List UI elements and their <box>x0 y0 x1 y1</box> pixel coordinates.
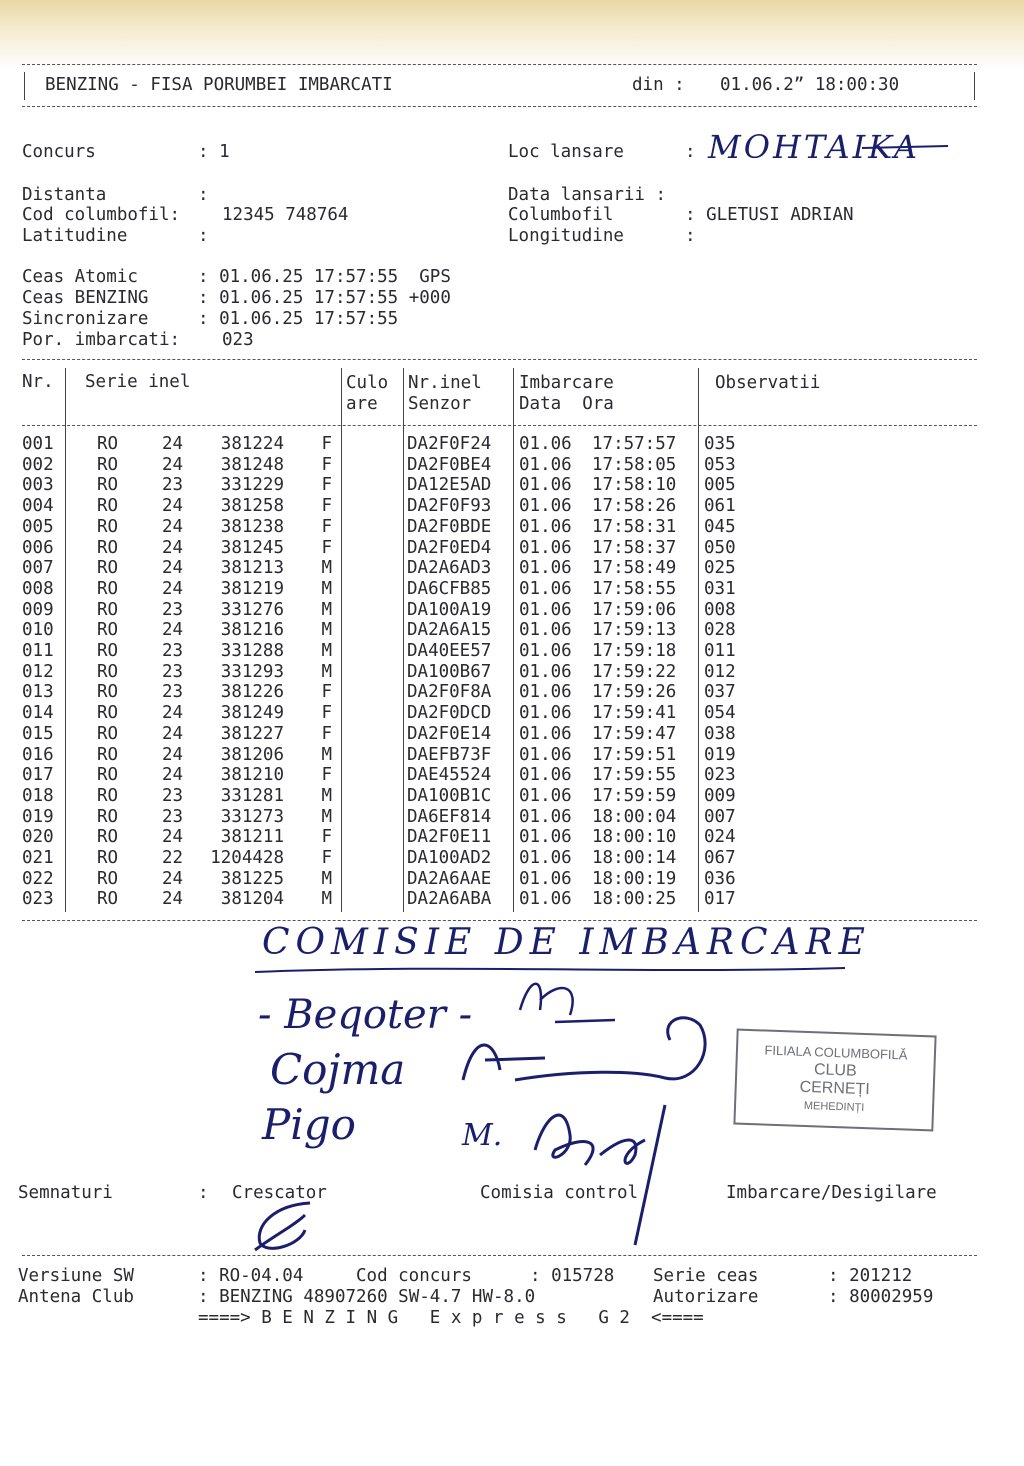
handwritten-line-1: - Beqoter - <box>258 992 473 1038</box>
cell-ring-number: 381248 <box>220 454 284 475</box>
cell-ring-number: 381225 <box>220 868 284 889</box>
loc-lansare-colon: : <box>685 142 696 162</box>
cell-sensor: DA2F0E11 <box>407 827 492 848</box>
col-culoare-header-1: Culo <box>346 373 389 393</box>
data-lansarii-label: Data lansarii : <box>508 185 667 205</box>
cell-nr: 007 <box>22 558 54 579</box>
cell-nr: 020 <box>22 827 54 848</box>
cell-sex: M <box>321 889 332 910</box>
cell-country: RO <box>97 496 119 517</box>
cell-observatii: 007 <box>704 806 736 827</box>
cell-observatii: 067 <box>704 848 736 868</box>
header-left-border <box>24 72 25 100</box>
cell-country: RO <box>97 620 119 641</box>
signature-scribble-2 <box>455 1010 725 1100</box>
cell-sex: F <box>321 454 332 475</box>
cell-country: RO <box>97 641 119 661</box>
cell-year: 23 <box>162 682 184 703</box>
cell-ring-number: 381206 <box>220 744 284 765</box>
cell-time: 17:59:13 <box>592 620 677 641</box>
cell-date: 01.06 <box>519 641 572 661</box>
cell-country: RO <box>97 475 119 496</box>
cell-year: 23 <box>162 785 184 806</box>
cell-nr: 018 <box>22 785 54 806</box>
cell-date: 01.06 <box>519 806 572 827</box>
cell-date: 01.06 <box>519 620 572 641</box>
cell-time: 17:58:26 <box>592 496 677 517</box>
cell-sensor: DA2F0BE4 <box>407 454 492 475</box>
cell-sensor: DA6EF814 <box>407 806 492 827</box>
header-din-value: 01.06.2” 18:00:30 <box>720 75 900 95</box>
table-bottom-rule <box>22 920 977 921</box>
cell-observatii: 054 <box>704 703 736 724</box>
cell-observatii: 017 <box>704 889 736 910</box>
cell-sex: F <box>321 434 332 454</box>
cell-sex: F <box>321 682 332 703</box>
cell-year: 23 <box>162 661 184 682</box>
cell-country: RO <box>97 516 119 537</box>
semnatura-crescator: Crescator <box>232 1183 327 1203</box>
cell-ring-number: 381216 <box>220 620 284 641</box>
cell-sex: M <box>321 806 332 827</box>
cell-sex: F <box>321 703 332 724</box>
por-imbarcati-label: Por. imbarcati: <box>22 330 181 350</box>
header-top-border <box>22 64 977 65</box>
cell-time: 17:59:22 <box>592 661 677 682</box>
sincronizare-value: : 01.06.25 17:57:55 <box>198 309 399 329</box>
cell-sensor: DA100B1C <box>407 785 492 806</box>
ceas-atomic-value: : 01.06.25 17:57:55 GPS <box>198 267 451 287</box>
cell-country: RO <box>97 661 119 682</box>
autorizare-label: Autorizare <box>653 1287 759 1307</box>
cell-ring-number: 381210 <box>220 765 284 786</box>
stamp-line-1: FILIALA COLUMBOFILĂ <box>764 1042 908 1063</box>
cell-ring-number: 381249 <box>220 703 284 724</box>
cell-sensor: DA2A6AAE <box>407 868 492 889</box>
cell-observatii: 028 <box>704 620 736 641</box>
cell-observatii: 036 <box>704 868 736 889</box>
cell-nr: 005 <box>22 516 54 537</box>
cell-sensor: DA100AD2 <box>407 848 492 868</box>
benzing-express-banner: ====> B E N Z I N G E x p r e s s G 2 <==== <box>198 1308 704 1328</box>
cell-time: 18:00:10 <box>592 827 677 848</box>
cell-time: 17:59:51 <box>592 744 677 765</box>
cell-sex: M <box>321 558 332 579</box>
col-nrinel-header-1: Nr.inel <box>408 373 482 393</box>
cell-observatii: 061 <box>704 496 736 517</box>
cell-country: RO <box>97 868 119 889</box>
sincronizare-label: Sincronizare <box>22 309 149 329</box>
ceas-benzing-label: Ceas BENZING <box>22 288 149 308</box>
cell-date: 01.06 <box>519 785 572 806</box>
distanta-label: Distanta <box>22 185 107 205</box>
cell-country: RO <box>97 744 119 765</box>
concurs-value: : 1 <box>198 142 230 162</box>
cell-sensor: DA40EE57 <box>407 641 492 661</box>
distanta-value: : <box>198 185 209 205</box>
cell-sensor: DA2F0DCD <box>407 703 492 724</box>
cell-year: 24 <box>162 496 184 517</box>
cell-country: RO <box>97 537 119 558</box>
versiune-sw-label: Versiune SW <box>18 1266 134 1286</box>
cell-sex: F <box>321 827 332 848</box>
cell-year: 24 <box>162 516 184 537</box>
antena-club-label: Antena Club <box>18 1287 134 1307</box>
cell-ring-number: 381211 <box>220 827 284 848</box>
cell-observatii: 023 <box>704 765 736 786</box>
cell-sensor: DA2F0F24 <box>407 434 492 454</box>
handwritten-line-3b: M. <box>462 1118 503 1153</box>
cell-country: RO <box>97 806 119 827</box>
cell-nr: 004 <box>22 496 54 517</box>
cell-nr: 015 <box>22 723 54 744</box>
ceas-benzing-value: : 01.06.25 17:57:55 +000 <box>198 288 451 308</box>
cell-country: RO <box>97 599 119 620</box>
cell-nr: 006 <box>22 537 54 558</box>
stamp-line-4: MEHEDINȚI <box>803 1099 865 1115</box>
cell-country: RO <box>97 434 119 454</box>
cell-nr: 013 <box>22 682 54 703</box>
cell-time: 18:00:04 <box>592 806 677 827</box>
semnatura-imbarcare-desigilare: Imbarcare/Desigilare <box>726 1183 937 1203</box>
cell-time: 17:59:06 <box>592 599 677 620</box>
loc-lansare-handwritten: MOHTAIKA <box>708 128 920 166</box>
col-separator-serie <box>341 368 342 912</box>
cell-ring-number: 381227 <box>220 723 284 744</box>
cell-sex: M <box>321 620 332 641</box>
col-nrinel-header-2: Senzor <box>408 394 472 414</box>
cell-country: RO <box>97 848 119 868</box>
cell-date: 01.06 <box>519 765 572 786</box>
cell-sex: F <box>321 475 332 496</box>
cell-nr: 016 <box>22 744 54 765</box>
cod-columbofil-value: 12345 748764 <box>222 205 349 225</box>
cell-observatii: 025 <box>704 558 736 579</box>
col-separator-nr <box>65 368 66 912</box>
cell-year: 23 <box>162 475 184 496</box>
cell-observatii: 009 <box>704 785 736 806</box>
cell-nr: 019 <box>22 806 54 827</box>
cell-sex: M <box>321 868 332 889</box>
cell-date: 01.06 <box>519 827 572 848</box>
table-header-bottom-rule <box>22 425 977 426</box>
cell-date: 01.06 <box>519 889 572 910</box>
cell-sensor: DA2A6ABA <box>407 889 492 910</box>
cell-year: 24 <box>162 578 184 599</box>
cell-sensor: DAEFB73F <box>407 744 492 765</box>
cell-sensor: DA2A6AD3 <box>407 558 492 579</box>
cod-columbofil-label: Cod columbofil: <box>22 205 181 225</box>
cell-observatii: 045 <box>704 516 736 537</box>
cell-sensor: DA2F0E14 <box>407 723 492 744</box>
cell-country: RO <box>97 765 119 786</box>
cell-year: 24 <box>162 889 184 910</box>
cell-date: 01.06 <box>519 434 572 454</box>
cell-ring-number: 1204428 <box>210 848 284 868</box>
cell-year: 24 <box>162 558 184 579</box>
cell-observatii: 031 <box>704 578 736 599</box>
cell-sensor: DA2F0ED4 <box>407 537 492 558</box>
cell-time: 17:59:47 <box>592 723 677 744</box>
cell-date: 01.06 <box>519 537 572 558</box>
cell-year: 24 <box>162 703 184 724</box>
semnaturi-colon: : <box>198 1183 209 1203</box>
signature-scribble-3 <box>525 1095 685 1255</box>
cell-sex: M <box>321 785 332 806</box>
loc-lansare-underline-stroke <box>860 140 950 152</box>
cell-year: 24 <box>162 744 184 765</box>
cell-time: 17:58:49 <box>592 558 677 579</box>
cell-observatii: 005 <box>704 475 736 496</box>
cell-year: 23 <box>162 599 184 620</box>
cell-country: RO <box>97 723 119 744</box>
handwritten-line-2: Cojma <box>270 1045 406 1094</box>
cell-observatii: 019 <box>704 744 736 765</box>
cell-date: 01.06 <box>519 703 572 724</box>
cell-nr: 009 <box>22 599 54 620</box>
cell-date: 01.06 <box>519 558 572 579</box>
cell-ring-number: 331293 <box>220 661 284 682</box>
semnaturi-label: Semnaturi <box>18 1183 113 1203</box>
cell-nr: 014 <box>22 703 54 724</box>
cell-date: 01.06 <box>519 496 572 517</box>
handwritten-comisie-title: COMISIE DE IMBARCARE <box>262 922 871 963</box>
cod-concurs-label: Cod concurs <box>356 1266 472 1286</box>
cell-time: 18:00:14 <box>592 848 677 868</box>
col-serie-header: Serie inel <box>85 372 191 392</box>
header-title: BENZING - FISA PORUMBEI IMBARCATI <box>45 75 393 95</box>
cell-observatii: 038 <box>704 723 736 744</box>
cell-time: 17:58:37 <box>592 537 677 558</box>
cell-observatii: 011 <box>704 641 736 661</box>
columbofil-value: : GLETUSI ADRIAN <box>685 205 854 225</box>
cell-country: RO <box>97 682 119 703</box>
cell-observatii: 037 <box>704 682 736 703</box>
stamp-line-3: CERNEȚI <box>799 1078 871 1099</box>
cell-ring-number: 381245 <box>220 537 284 558</box>
cell-sex: M <box>321 599 332 620</box>
cell-year: 24 <box>162 454 184 475</box>
cell-sex: M <box>321 744 332 765</box>
stamp-line-2: CLUB <box>813 1061 857 1080</box>
cell-time: 17:59:41 <box>592 703 677 724</box>
cell-year: 24 <box>162 723 184 744</box>
col-separator-senzor <box>513 368 514 912</box>
cell-country: RO <box>97 454 119 475</box>
cell-year: 24 <box>162 868 184 889</box>
concurs-label: Concurs <box>22 142 96 162</box>
latitudine-label: Latitudine <box>22 226 128 246</box>
cell-ring-number: 331273 <box>220 806 284 827</box>
cell-sensor: DA6CFB85 <box>407 578 492 599</box>
cell-time: 18:00:19 <box>592 868 677 889</box>
cell-time: 17:58:31 <box>592 516 677 537</box>
cell-observatii: 012 <box>704 661 736 682</box>
cell-sex: F <box>321 765 332 786</box>
cell-ring-number: 381238 <box>220 516 284 537</box>
cell-year: 24 <box>162 620 184 641</box>
cell-ring-number: 331281 <box>220 785 284 806</box>
cell-country: RO <box>97 703 119 724</box>
cell-date: 01.06 <box>519 682 572 703</box>
cell-year: 23 <box>162 806 184 827</box>
cell-time: 17:58:05 <box>592 454 677 475</box>
cod-concurs-value: : 015728 <box>530 1266 615 1286</box>
cell-country: RO <box>97 827 119 848</box>
semnatura-comisia-control: Comisia control <box>480 1183 639 1203</box>
cell-date: 01.06 <box>519 516 572 537</box>
cell-nr: 021 <box>22 848 54 868</box>
latitudine-value: : <box>198 226 209 246</box>
loc-lansare-label: Loc lansare <box>508 142 624 162</box>
club-stamp <box>733 1029 936 1132</box>
cell-observatii: 050 <box>704 537 736 558</box>
cell-sensor: DA2F0F93 <box>407 496 492 517</box>
cell-year: 23 <box>162 641 184 661</box>
cell-time: 17:59:55 <box>592 765 677 786</box>
cell-nr: 010 <box>22 620 54 641</box>
cell-sensor: DA100A19 <box>407 599 492 620</box>
cell-year: 24 <box>162 765 184 786</box>
col-separator-culoare <box>403 368 404 912</box>
versiune-sw-value: : RO-04.04 <box>198 1266 304 1286</box>
cell-nr: 022 <box>22 868 54 889</box>
cell-date: 01.06 <box>519 475 572 496</box>
cell-time: 17:58:10 <box>592 475 677 496</box>
header-right-border <box>974 72 975 100</box>
cell-date: 01.06 <box>519 599 572 620</box>
cell-nr: 017 <box>22 765 54 786</box>
cell-nr: 002 <box>22 454 54 475</box>
cell-sensor: DA2F0BDE <box>407 516 492 537</box>
cell-date: 01.06 <box>519 454 572 475</box>
header-bottom-border <box>22 106 977 107</box>
cell-sex: F <box>321 723 332 744</box>
autorizare-value: : 80002959 <box>828 1287 934 1307</box>
cell-sex: F <box>321 848 332 868</box>
cell-ring-number: 381219 <box>220 578 284 599</box>
cell-sensor: DA100B67 <box>407 661 492 682</box>
col-culoare-header-2: are <box>346 394 378 414</box>
cell-sex: M <box>321 641 332 661</box>
cell-observatii: 024 <box>704 827 736 848</box>
cell-nr: 001 <box>22 434 54 454</box>
ceas-atomic-label: Ceas Atomic <box>22 267 138 287</box>
antena-club-value: : BENZING 48907260 SW-4.7 HW-8.0 <box>198 1287 536 1307</box>
header-din-label: din : <box>632 75 685 95</box>
cell-ring-number: 381224 <box>220 434 284 454</box>
cell-sensor: DA12E5AD <box>407 475 492 496</box>
cell-year: 24 <box>162 434 184 454</box>
cell-ring-number: 331229 <box>220 475 284 496</box>
col-imbarcare-header-2: Data Ora <box>519 394 614 414</box>
cell-time: 18:00:25 <box>592 889 677 910</box>
cell-date: 01.06 <box>519 744 572 765</box>
cell-nr: 012 <box>22 661 54 682</box>
cell-sex: F <box>321 516 332 537</box>
cell-ring-number: 331288 <box>220 641 284 661</box>
cell-year: 24 <box>162 537 184 558</box>
cell-date: 01.06 <box>519 578 572 599</box>
handwritten-line-3: Pigo <box>262 1100 356 1149</box>
cell-observatii: 008 <box>704 599 736 620</box>
cell-observatii: 035 <box>704 434 736 454</box>
cell-sex: F <box>321 496 332 517</box>
cell-sex: F <box>321 537 332 558</box>
por-imbarcati-value: 023 <box>222 330 254 350</box>
cell-country: RO <box>97 578 119 599</box>
cell-time: 17:59:18 <box>592 641 677 661</box>
cell-year: 22 <box>162 848 184 868</box>
cell-date: 01.06 <box>519 868 572 889</box>
cell-ring-number: 381204 <box>220 889 284 910</box>
signature-crescator-scribble <box>245 1195 325 1255</box>
cell-ring-number: 381258 <box>220 496 284 517</box>
cell-ring-number: 331276 <box>220 599 284 620</box>
cell-country: RO <box>97 785 119 806</box>
col-imbarcare-header-1: Imbarcare <box>519 373 614 393</box>
cell-ring-number: 381226 <box>220 682 284 703</box>
cell-sensor: DAE45524 <box>407 765 492 786</box>
cell-time: 17:57:57 <box>592 434 677 454</box>
paper-shade <box>0 0 1024 70</box>
cell-sex: M <box>321 661 332 682</box>
col-observatii-header: Observatii <box>715 373 821 393</box>
col-nr-header: Nr. <box>22 372 54 392</box>
cell-sensor: DA2A6A15 <box>407 620 492 641</box>
serie-ceas-label: Serie ceas <box>653 1266 759 1286</box>
col-separator-imbarcare <box>698 368 699 912</box>
cell-observatii: 053 <box>704 454 736 475</box>
cell-date: 01.06 <box>519 661 572 682</box>
cell-ring-number: 381213 <box>220 558 284 579</box>
longitudine-value: : <box>685 226 696 246</box>
cell-nr: 011 <box>22 641 54 661</box>
cell-date: 01.06 <box>519 723 572 744</box>
cell-country: RO <box>97 558 119 579</box>
longitudine-label: Longitudine <box>508 226 624 246</box>
cell-year: 24 <box>162 827 184 848</box>
serie-ceas-value: : 201212 <box>828 1266 913 1286</box>
cell-sex: M <box>321 578 332 599</box>
footer-top-rule <box>22 1255 977 1256</box>
table-header-top-rule <box>22 359 977 360</box>
cell-time: 17:58:55 <box>592 578 677 599</box>
cell-nr: 023 <box>22 889 54 910</box>
cell-time: 17:59:26 <box>592 682 677 703</box>
columbofil-label: Columbofil <box>508 205 614 225</box>
cell-nr: 003 <box>22 475 54 496</box>
cell-nr: 008 <box>22 578 54 599</box>
cell-date: 01.06 <box>519 848 572 868</box>
cell-sensor: DA2F0F8A <box>407 682 492 703</box>
cell-time: 17:59:59 <box>592 785 677 806</box>
cell-country: RO <box>97 889 119 910</box>
